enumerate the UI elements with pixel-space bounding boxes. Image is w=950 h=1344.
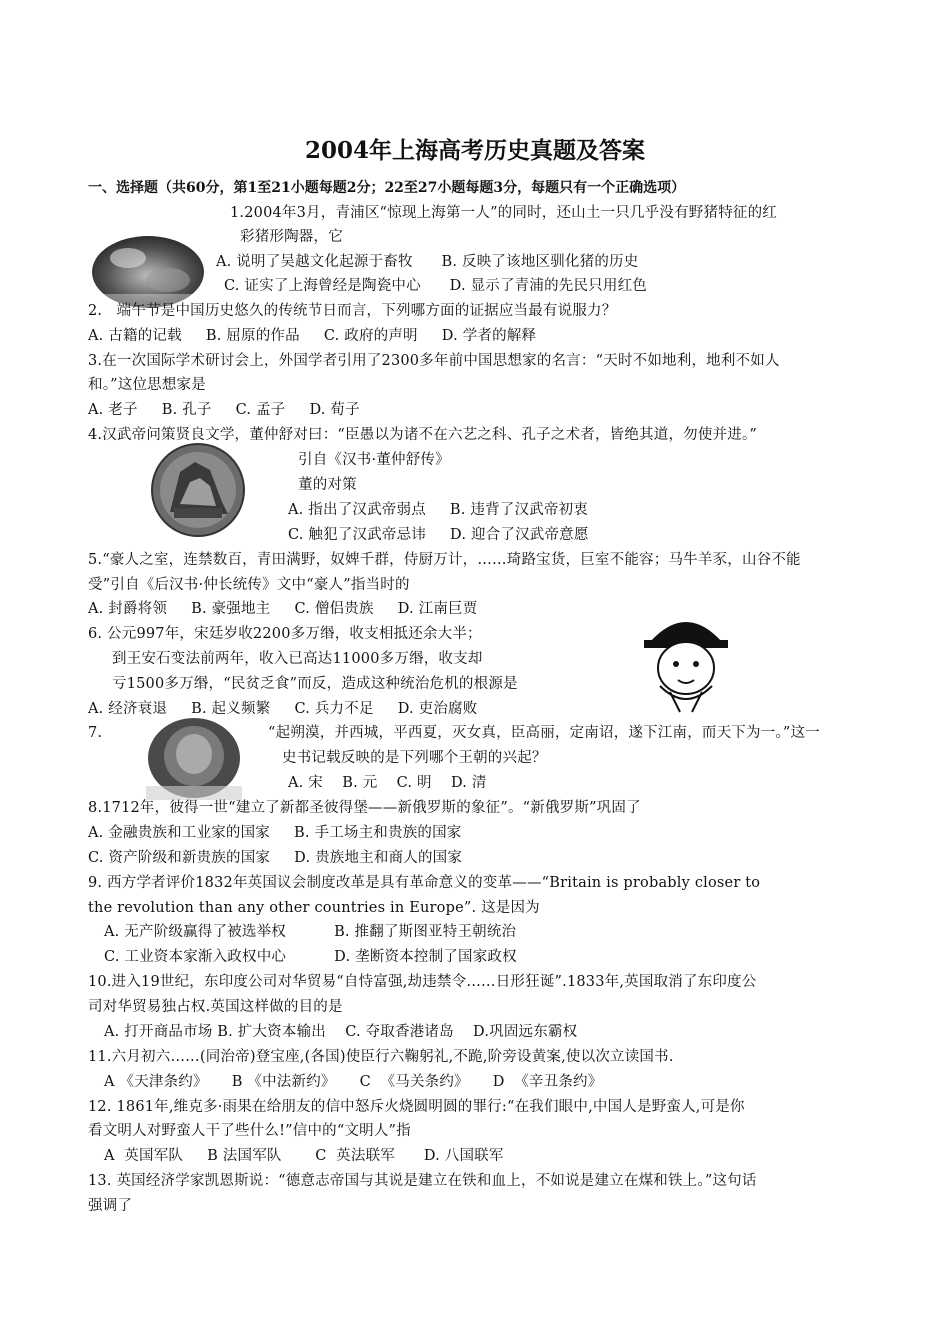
q6-line-1: 6. 公元997年，宋廷岁收2200多万缗，收支相抵还余大半； [88, 626, 482, 642]
q10-line-1: 10.进入19世纪，东印度公司对华贸易“自恃富强,劫违禁令……日形狂诞”.1833年,英国取消了东印度公 [88, 974, 757, 990]
q8-options-cd: C. 资产阶级和新贵族的国家 D. 贵族地主和商人的国家 [88, 850, 463, 866]
q9-options-cd: C. 工业资本家渐入政权中心 D. 垄断资本控制了国家政权 [104, 949, 517, 965]
q10-line-2: 司对华贸易独占权.英国这样做的目的是 [88, 999, 343, 1015]
q4-line-3: 董的对策 [298, 477, 357, 493]
q6-line-2: 到王安石变法前两年，收入已高达11000多万缗，收支却 [112, 651, 483, 667]
scholar-portrait-image [630, 608, 742, 716]
q7-line-1: “起朔漠，并西城，平西夏，灭女真，臣高丽，定南诏，遂下江南，而天下为一。”这一 [268, 725, 820, 741]
q4-options-cd: C. 触犯了汉武帝忌讳 D. 迎合了汉武帝意愿 [288, 527, 589, 543]
q11-options: A 《天津条约》 B 《中法新约》 C 《马关条约》 D 《辛丑条约》 [104, 1074, 603, 1090]
q2-options: A. 古籍的记载 B. 屈原的作品 C. 政府的声明 D. 学者的解释 [88, 328, 537, 344]
q7-options: A. 宋 B. 元 C. 明 D. 清 [288, 775, 487, 791]
q11-stem: 11.六月初六……(同治帝)登宝座,(各国)使臣行六鞠躬礼,不跪,阶旁设黄案,使以次立读国书. [88, 1049, 674, 1065]
q7-number: 7. [88, 725, 103, 741]
q8-stem: 8.1712年，彼得一世“建立了新都圣彼得堡——新俄罗斯的象征”。“新俄罗斯”巩固了 [88, 800, 641, 816]
q1-line-1: 1.2004年3月，青浦区“惊现上海第一人”的同时，还山土一只几乎没有野猪特征的红 [230, 205, 777, 221]
q2-stem: 2. 端午节是中国历史悠久的传统节日而言，下列哪方面的证据应当最有说服力？ [88, 303, 617, 319]
q4-line-1: 4.汉武帝问策贤良文学，董仲舒对曰：“臣愚以为诸不在六艺之科、孔子之术者，皆绝其道，勿使并进。” [88, 427, 758, 443]
q6-options: A. 经济衰退 B. 起义频繁 C. 兵力不足 D. 吏治腐败 [88, 701, 478, 717]
q1-options-ab: A. 说明了吴越文化起源于畜牧 B. 反映了该地区驯化猪的历史 [216, 254, 639, 270]
q13-line-2: 强调了 [88, 1198, 133, 1214]
pig-pottery-image [88, 228, 210, 310]
q7-line-2: 史书记载反映的是下列哪个王朝的兴起？ [282, 750, 547, 766]
q5-options: A. 封爵将领 B. 豪强地主 C. 僧侣贵族 D. 江南巨贾 [88, 601, 478, 617]
q9-line-2: the revolution than any other countries in Europe”. 这是因为 [88, 900, 540, 916]
q4-line-2: 引自《汉书·董仲舒传》 [298, 452, 450, 468]
q1-options-cd: C. 证实了上海曾经是陶瓷中心 D. 显示了青浦的先民只用红色 [224, 278, 647, 294]
q12-line-1: 12. 1861年,维克多·雨果在给朋友的信中怒斥火烧圆明圆的罪行:“在我们眼中,中国人是野蛮人,可是你 [88, 1099, 745, 1115]
q6-line-3: 亏1500多万缗，“民贫乏食”而反，造成这种统治危机的根源是 [112, 676, 518, 692]
q8-options-ab: A. 金融贵族和工业家的国家 B. 手工场主和贵族的国家 [88, 825, 462, 841]
q12-options: A 英国军队 B 法国军队 C 英法联军 D. 八国联军 [104, 1148, 504, 1164]
q9-line-1: 9. 西方学者评价1832年英国议会制度改革是具有革命意义的变革——“Britain is probably closer to [88, 875, 761, 891]
q13-line-1: 13. 英国经济学家凯恩斯说：“德意志帝国与其说是建立在铁和血上，不如说是建立在煤和铁上。”这句话 [88, 1173, 757, 1189]
q10-options: A. 打开商品市场 B. 扩大资本输出 C. 夺取香港诸岛 D.巩固远东霸权 [104, 1024, 578, 1040]
q9-options-ab: A. 无产阶级赢得了被选举权 B. 推翻了斯图亚特王朝统治 [104, 924, 517, 940]
q5-line-2: 受”引自《后汉书·仲长统传》文中“豪人”指当时的 [88, 577, 410, 593]
page-title: 2004年上海高考历史真题及答案 [304, 137, 645, 164]
q12-line-2: 看文明人对野蛮人干了些什么!”信中的“文明人”指 [88, 1123, 411, 1139]
q3-line-1: 3.在一次国际学术研讨会上，外国学者引用了2300多年前中国思想家的名言：“天时不如地利，地利不如人 [88, 353, 780, 369]
q1-line-2: 彩猪形陶器，它 [240, 229, 343, 245]
section-heading: 一、选择题（共60分，第1至21小题每题2分；22至27小题每题3分，每题只有一个正确选项） [88, 180, 686, 196]
q4-options-ab: A. 指出了汉武帝弱点 B. 违背了汉武帝初衷 [288, 502, 589, 518]
q3-options: A. 老子 B. 孔子 C. 孟子 D. 荀子 [88, 402, 360, 418]
q5-line-1: 5.“豪人之室，连禁数百，青田满野，奴婢千群，侍厨万计，……琦路宝货，巨室不能容；马牛羊豕，山谷不能 [88, 552, 801, 568]
q3-line-2: 和。”这位思想家是 [88, 377, 206, 393]
han-wudi-portrait-image [150, 442, 246, 538]
genghis-khan-portrait-image [146, 716, 242, 800]
